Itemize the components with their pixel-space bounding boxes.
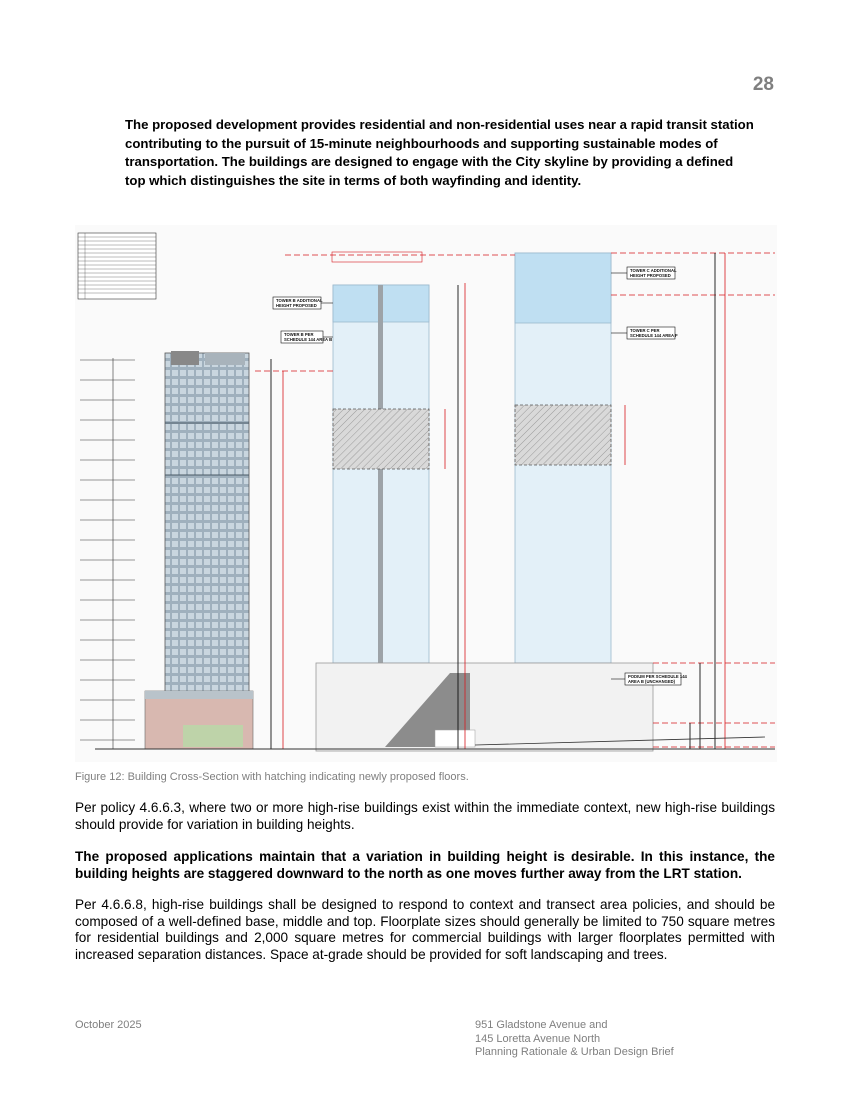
footer-address-line1: 951 Gladstone Avenue and <box>475 1019 608 1031</box>
tower-c-additional-label: TOWER C ADDITIONAL <box>630 268 677 273</box>
paragraph-height-variation: The proposed applications maintain that a variation in building height is desirable. In this instance, the building heights are staggered downward to the north as one moves further away from the LRT station. <box>75 849 775 881</box>
cross-section-figure <box>75 225 777 762</box>
tower-b-per-label: TOWER B PER <box>284 332 314 337</box>
page-number: 28 <box>752 74 774 95</box>
podium <box>316 663 653 751</box>
tower-c-additional-sub: HEIGHT PROPOSED <box>630 273 671 278</box>
tower-b-additional-label: TOWER B ADDITIONAL <box>276 298 323 303</box>
legend-table <box>78 233 156 299</box>
footer-date: October 2025 <box>75 1019 142 1031</box>
tower-b-per-sub: SCHEDULE 144 AREA B <box>284 337 333 342</box>
paragraph-policy-4668: Per 4.6.6.8, high-rise buildings shall be designed to respond to context and transect area policies, and should be composed of a well-defined base, middle and top. Floorplate sizes should generally be limited to 750 square metres for residential buildings and 2,000 square metres for commercial buildings with larger floorplates permitted with increased separation distances. Space at-grade should be provided for soft landscaping and trees. <box>75 897 775 962</box>
podium-label: PODIUM PER SCHEDULE 144 <box>628 674 687 679</box>
footer-doc-title: Planning Rationale & Urban Design Brief <box>475 1046 674 1058</box>
tower-c-per-sub: SCHEDULE 144 AREA F <box>630 333 678 338</box>
paragraph-policy-4663: Per policy 4.6.6.3, where two or more high-rise buildings exist within the immediate context, new high-rise buildings should provide for variation in building heights. <box>75 800 775 832</box>
figure-caption: Figure 12: Building Cross-Section with hatching indicating newly proposed floors. <box>75 771 469 783</box>
tower-b-additional-sub: HEIGHT PROPOSED <box>276 303 317 308</box>
tower-c-per-label: TOWER C PER <box>630 328 660 333</box>
footer-document-info <box>475 1019 674 1060</box>
tower-c <box>515 253 611 663</box>
podium-sub: AREA B (UNCHANGED) <box>628 679 676 684</box>
footer-address-line2: 145 Loretta Avenue North <box>475 1032 601 1045</box>
tower-b <box>333 285 429 663</box>
intro-paragraph: The proposed development provides residential and non-residential uses near a rapid transit station contributing to the pursuit of 15-minute neighbourhoods and supporting sustainable modes of transportation. The buildings are designed to engage with the City skyline by providing a defined top which distinguishes the site in terms of both wayfinding and identity. <box>125 117 754 188</box>
